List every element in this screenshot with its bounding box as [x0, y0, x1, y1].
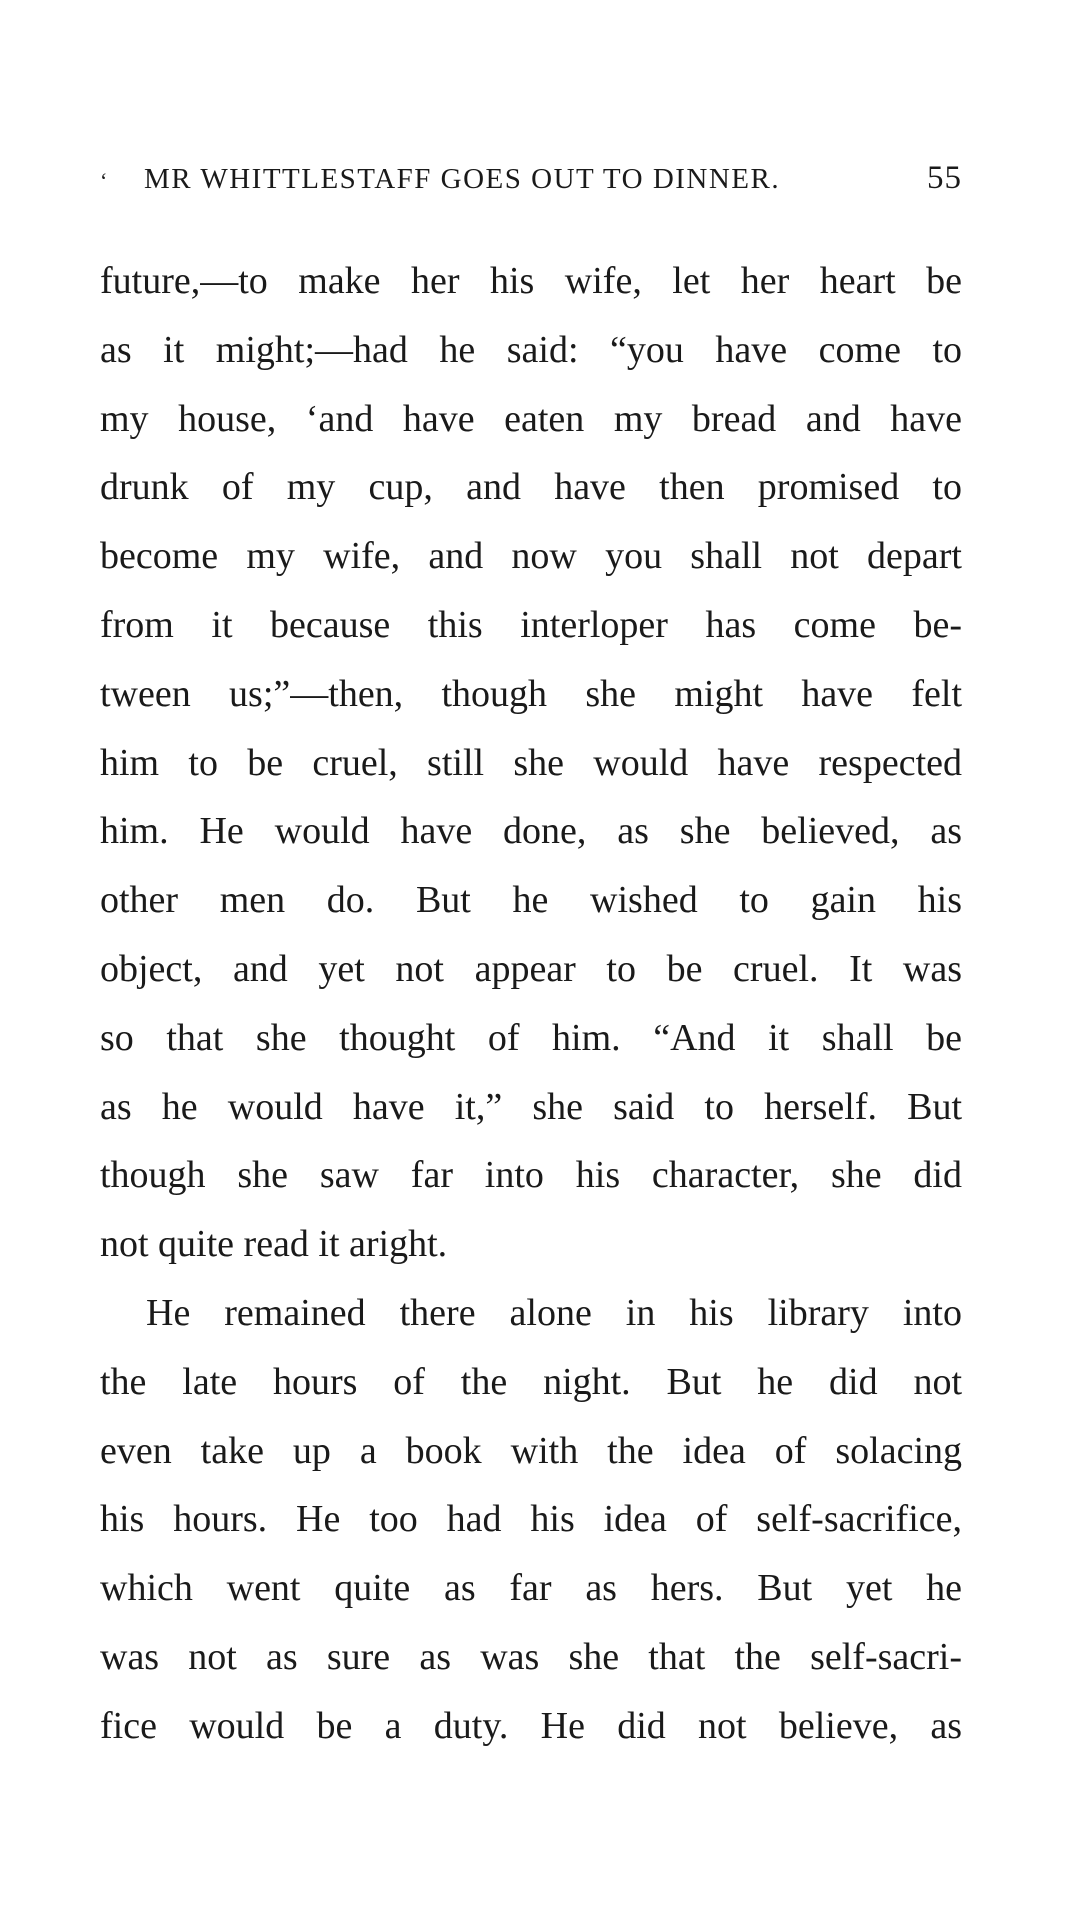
text-line: become my wife, and now you shall not depart [100, 535, 962, 578]
text-line: drunk of my cup, and have then promised to [100, 466, 962, 509]
text-line: future,—to make her his wife, let her heart be [100, 260, 962, 302]
text-line: not quite read it aright. [100, 1223, 448, 1266]
page-number: 55 [927, 160, 962, 196]
text-line: from it because this interloper has come be- [100, 603, 962, 646]
text-line: He remained there alone in his library into [146, 1291, 962, 1334]
text-line: fice would be a duty. He did not believe, as [100, 1704, 962, 1747]
text-line: though she saw far into his character, she did [100, 1154, 962, 1197]
text-line: so that she thought of him. “And it shall be [100, 1016, 962, 1059]
text-line: the late hours of the night. But he did not [100, 1360, 962, 1403]
paragraph-2 [100, 1279, 962, 1761]
text-line: my house, ‘and have eaten my bread and have [100, 397, 962, 440]
text-line: tween us;”—then, though she might have felt [100, 672, 962, 715]
text-line: other men do. But he wished to gain his [100, 879, 962, 922]
running-head-mark: ‘ [100, 168, 109, 193]
text-line: object, and yet not appear to be cruel. It was [100, 947, 962, 990]
text-line: even take up a book with the idea of solacing [100, 1429, 962, 1472]
text-line: his hours. He too had his idea of self-sacrifice, [100, 1498, 962, 1541]
text-line: him. He would have done, as she believed, as [100, 810, 962, 853]
text-line: was not as sure as was she that the self-sacri- [100, 1635, 962, 1678]
text-line: as it might;—had he said: “you have come to [100, 328, 962, 371]
text-line: him to be cruel, still she would have respected [100, 741, 962, 784]
text-line: as he would have it,” she said to herself. But [100, 1085, 962, 1128]
text-line: which went quite as far as hers. But yet he [100, 1567, 962, 1610]
running-head [100, 160, 962, 200]
running-head-title: MR WHITTLESTAFF GOES OUT TO DINNER. [144, 163, 781, 195]
paragraph-1 [100, 247, 962, 1279]
body-text [100, 247, 962, 1761]
